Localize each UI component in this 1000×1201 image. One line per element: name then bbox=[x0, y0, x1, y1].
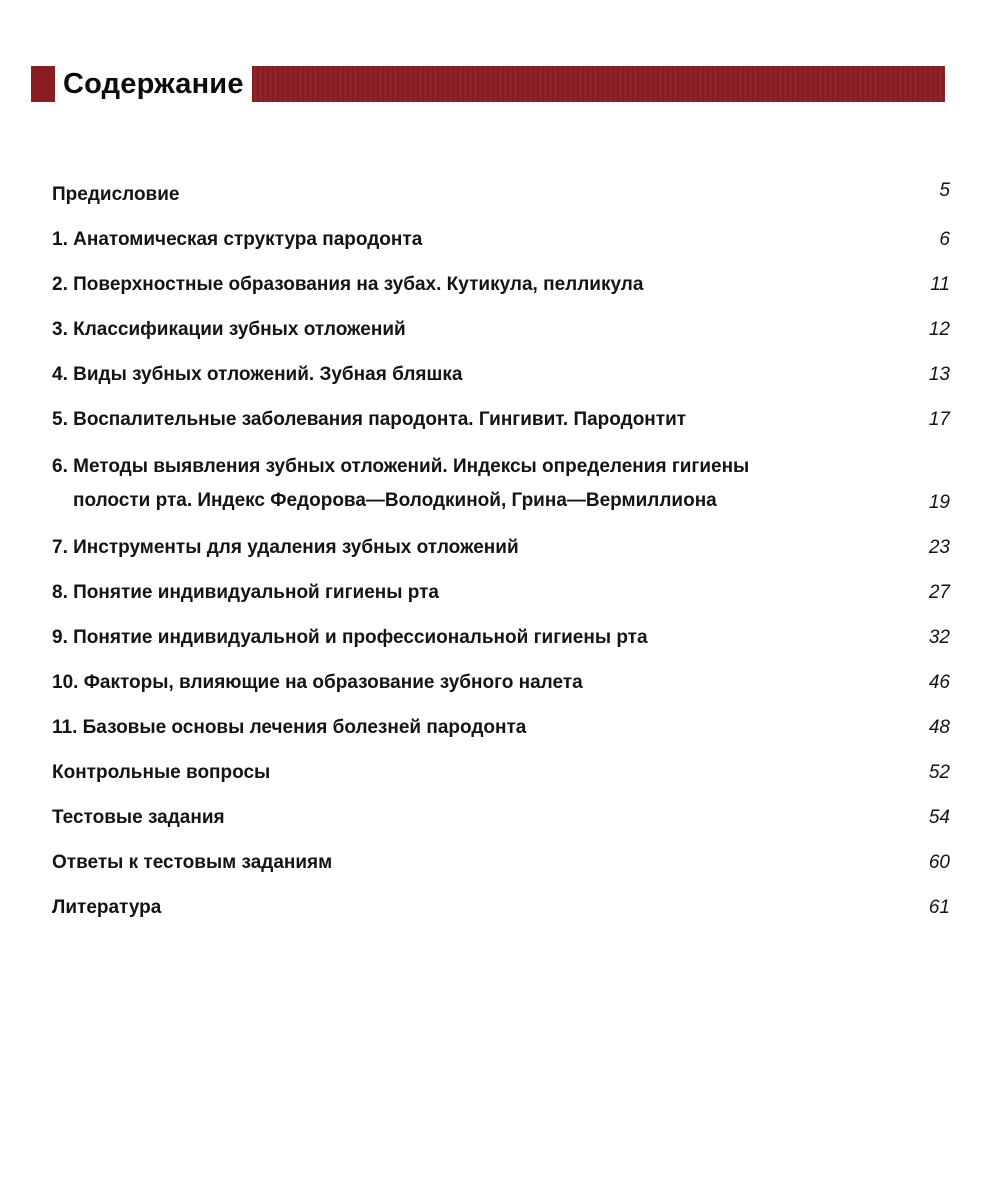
toc-entry-test-answers[interactable] bbox=[52, 848, 950, 878]
toc-entry-title: 8. Понятие индивидуальной гигиены рта bbox=[52, 582, 439, 603]
toc-entry-page: 52 bbox=[928, 762, 950, 783]
toc-entry-title: 4. Виды зубных отложений. Зубная бляшка bbox=[52, 364, 463, 385]
toc-entry-chapter-2[interactable] bbox=[52, 270, 950, 300]
toc-entry-chapter-11[interactable] bbox=[52, 713, 950, 743]
toc-entry-title: 7. Инструменты для удаления зубных отложений bbox=[52, 537, 519, 558]
toc-entry-chapter-7[interactable] bbox=[52, 533, 950, 563]
header-accent-bar bbox=[252, 66, 945, 102]
toc-entry-page: 13 bbox=[928, 364, 950, 385]
toc-entry-page: 27 bbox=[928, 582, 950, 603]
toc-entry-title: Контрольные вопросы bbox=[52, 762, 271, 783]
toc-entry-page: 12 bbox=[928, 319, 950, 340]
toc-entry-preface[interactable] bbox=[52, 180, 950, 210]
toc-entry-title: 2. Поверхностные образования на зубах. Кутикула, пелликула bbox=[52, 274, 644, 295]
toc-entry-page: 19 bbox=[928, 492, 950, 513]
toc-entry-page: 60 bbox=[928, 852, 950, 873]
toc-entry-bibliography[interactable] bbox=[52, 893, 950, 923]
toc-entry-title: Предисловие bbox=[52, 184, 180, 205]
toc-entry-title-line-2: полости рта. Индекс Федорова—Володкиной, Грина—Вермиллиона bbox=[73, 490, 717, 511]
page-header bbox=[31, 66, 945, 102]
toc-entry-title: Литература bbox=[52, 897, 162, 918]
toc-entry-title: Ответы к тестовым заданиям bbox=[52, 852, 333, 873]
toc-entry-page: 54 bbox=[928, 807, 950, 828]
toc-entry-page: 46 bbox=[928, 672, 950, 693]
toc-entry-chapter-9[interactable] bbox=[52, 623, 950, 653]
toc-entry-chapter-4[interactable] bbox=[52, 360, 950, 390]
toc-entry-title: 1. Анатомическая структура пародонта bbox=[52, 229, 423, 250]
toc-entry-chapter-5[interactable] bbox=[52, 405, 950, 435]
toc-entry-page: 6 bbox=[939, 229, 950, 250]
toc-entry-title bbox=[52, 450, 822, 518]
toc-entry-page: 17 bbox=[928, 409, 950, 430]
toc-entry-chapter-6[interactable] bbox=[52, 450, 950, 518]
toc-entry-page: 48 bbox=[928, 717, 950, 738]
toc-entry-title: 11. Базовые основы лечения болезней пародонта bbox=[52, 717, 527, 738]
toc-entry-review-questions[interactable] bbox=[52, 758, 950, 788]
toc-entry-page: 61 bbox=[928, 897, 950, 918]
table-of-contents bbox=[52, 180, 950, 938]
toc-entry-page: 11 bbox=[930, 274, 950, 295]
toc-entry-title: 10. Факторы, влияющие на образование зубного налета bbox=[52, 672, 583, 693]
toc-entry-chapter-10[interactable] bbox=[52, 668, 950, 698]
toc-entry-tests[interactable] bbox=[52, 803, 950, 833]
toc-entry-title: 9. Понятие индивидуальной и профессиональной гигиены рта bbox=[52, 627, 648, 648]
toc-entry-chapter-8[interactable] bbox=[52, 578, 950, 608]
toc-entry-title: 3. Классификации зубных отложений bbox=[52, 319, 406, 340]
toc-entry-page: 5 bbox=[939, 180, 950, 201]
page-title: Содержание bbox=[63, 68, 244, 100]
toc-entry-title: 5. Воспалительные заболевания пародонта. Гингивит. Пародонтит bbox=[52, 409, 687, 430]
toc-entry-chapter-3[interactable] bbox=[52, 315, 950, 345]
toc-entry-page: 23 bbox=[928, 537, 950, 558]
toc-entry-page: 32 bbox=[928, 627, 950, 648]
toc-entry-title-line-1: 6. Методы выявления зубных отложений. Индексы определения гигиены bbox=[52, 456, 750, 477]
header-accent-square bbox=[31, 66, 55, 102]
toc-entry-title: Тестовые задания bbox=[52, 807, 225, 828]
toc-entry-chapter-1[interactable] bbox=[52, 225, 950, 255]
